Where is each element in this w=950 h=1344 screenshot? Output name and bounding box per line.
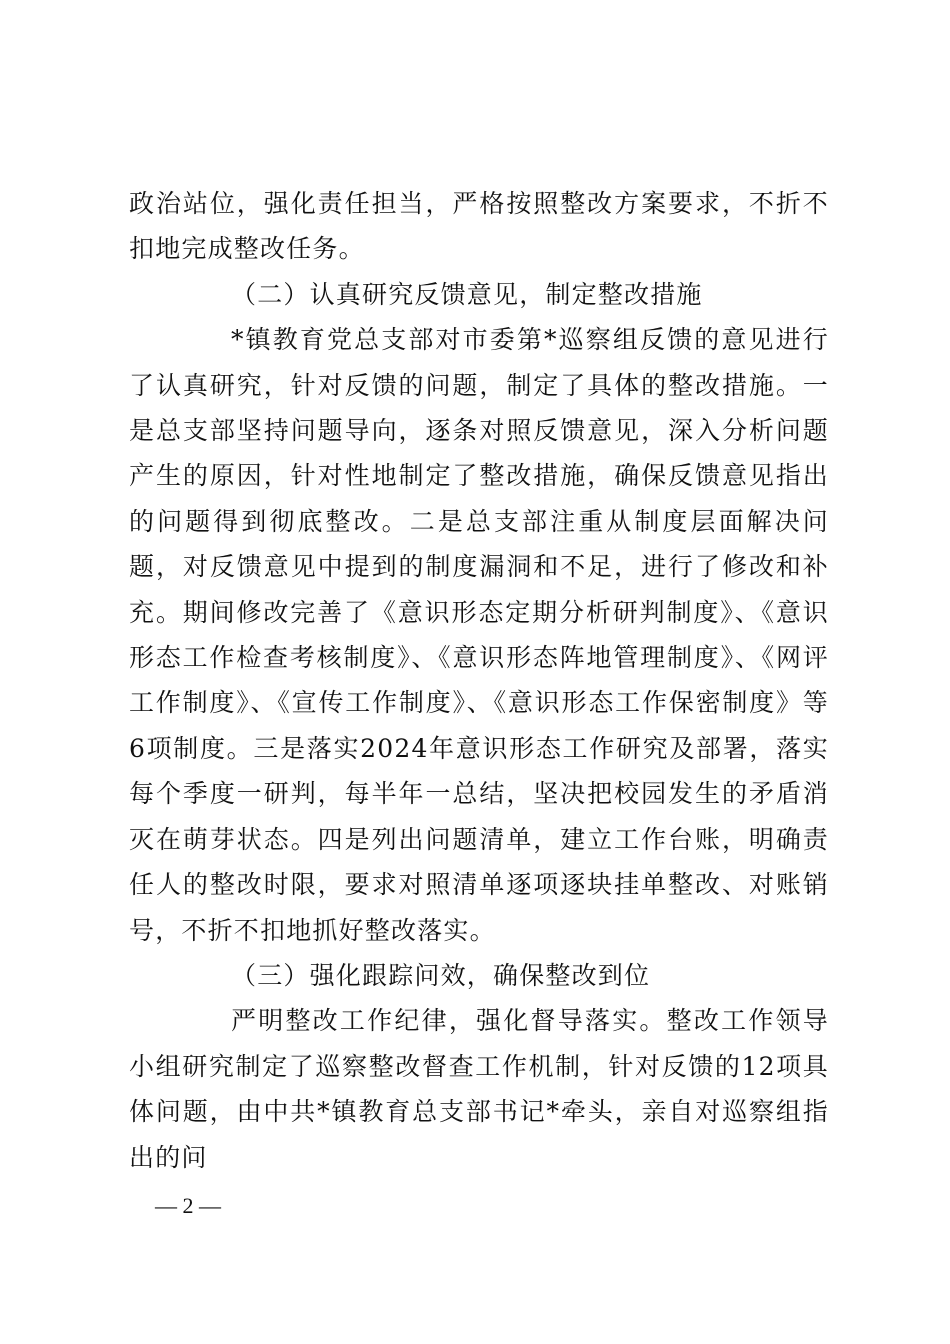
paragraph-continuation: 政治站位，强化责任担当，严格按照整改方案要求，不折不扣地完成整改任务。 <box>129 189 829 264</box>
paragraph-section-2: *镇教育党总支部对市委第*巡察组反馈的意见进行了认真研究，针对反馈的问题，制定了具体的整改措施。一是总支部坚持问题导向，逐条对照反馈意见，深入分析问题产生的原因，针对性地制定了整改措施，确保反馈意见指出的问题得到彻底整改。二是总支部注重从制度层面解决问题，对反馈意见中提到的制度漏洞和不足，进行了修改和补充。期间修改完善了《意识形态定期分析研判制度》、《意识形态工作检查考核制度》、《意识形态阵地管理制度》、《网评工作制度》、《宣传工作制度》、《意识形态工作保密制度》等6项制度。三是落实2024年意识形态工作研究及部署，落实每个季度一研判，每半年一总结，坚决把校园发生的矛盾消灭在萌芽状态。四是列出问题清单，建立工作台账，明确责任人的整改时限，要求对照清单逐项逐块挂单整改、对账销号，不折不扣地抓好整改落实。 <box>129 325 829 945</box>
section-heading-3: （三）强化跟踪问效，确保整改到位 <box>231 960 651 990</box>
section-heading-2: （二）认真研究反馈意见，制定整改措施 <box>231 279 703 309</box>
document-body <box>129 181 829 1180</box>
page-number: — 2 — <box>155 1193 221 1218</box>
paragraph-section-3: 严明整改工作纪律，强化督导落实。整改工作领导小组研究制定了巡察整改督查工作机制，针对反馈的12项具体问题，由中共*镇教育总支部书记*牵头，亲自对巡察组指出的问 <box>129 1006 829 1172</box>
